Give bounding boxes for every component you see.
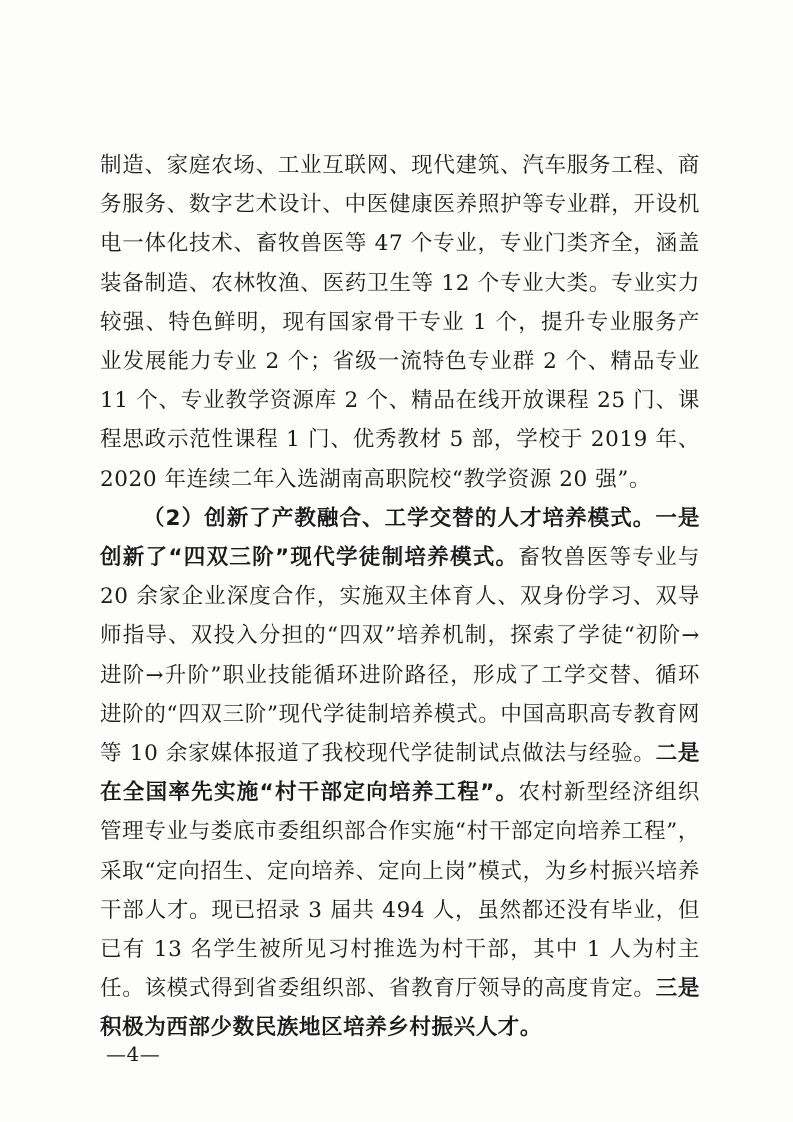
point-1-title: 一是创新了“四双三阶”现代学徒制培养模式。: [100, 505, 701, 571]
point-2-body: 农村新型经济组织管理专业与娄底市委组织部合作实施“村干部定向培养工程”，采取“定向招生、定向培养、定向上岗”模式，为乡村振兴培养干部人才。现已招录 3 届共 494 人，虽然都还没有毕业，但已有 13 名学生被所见习村推选为村干部，其中 1 人为村主任。该模式得到省委组织部、省教育厅领导的高度肯定。: [100, 780, 700, 1002]
paragraph-1-text: 制造、家庭农场、工业互联网、现代建筑、汽车服务工程、商务服务、数字艺术设计、中医健康医养照护等专业群，开设机电一体化技术、畜牧兽医等 47 个专业，专业门类齐全，涵盖装备制造、农林牧渔、医药卫生等 12 个专业大类。专业实力较强、特色鲜明，现有国家骨干专业 1 个，提升专业服务产业发展能力专业 2 个；省级一流特色专业群 2 个、精品专业 11 个、专业教学资源库 2 个、精品在线开放课程 25 门、课程思政示范性课程 1 门、优秀教材 5 部，学校于 2019 年、2020 年连续二年入选湖南高职院校“教学资源 20 强”。: [100, 153, 700, 492]
page-number: —4—: [106, 1042, 161, 1066]
paragraph-1: [100, 146, 700, 499]
point-2-title: 二是在全国率先实施“村干部定向培养工程”。: [100, 741, 700, 806]
section-heading: （2）创新了产教融合、工学交替的人才培养模式。: [143, 505, 656, 531]
paragraph-2: [100, 499, 700, 1048]
point-1-body: 畜牧兽医等专业与 20 余家企业深度合作，实施双主体育人、双身份学习、双导师指导、双投入分担的“四双”培养机制，探索了学徒“初阶→进阶→升阶”职业技能循环进阶路径，形成了工学交替、循环进阶的“四双三阶”现代学徒制培养模式。中国高职高专教育网等 10 余家媒体报道了我校现代学徒制试点做法与经验。: [100, 545, 700, 767]
document-body: [100, 146, 700, 1048]
point-3-title: 三是积极为西部少数民族地区培养乡村振兴人才。: [100, 976, 700, 1041]
